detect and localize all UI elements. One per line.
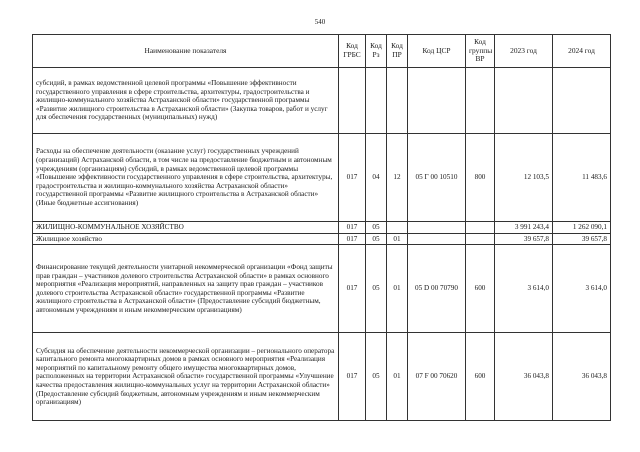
row-name: субсидий, в рамках ведомственной целевой программы «Повышение эффективности государственного управления в сфере строительства, архитектуры, градостроительства и жилищно-коммунального хозяйства Астраханской области» государственной программы «Развитие жилищного строительства в Астраханской области» (Закупка товаров, работ и услуг для обеспечения государственных (муниципальных) нужд) <box>33 68 339 134</box>
row-2024 <box>553 68 611 134</box>
row-csr: 07 F 00 70620 <box>408 333 466 421</box>
table-row <box>33 333 611 421</box>
row-csr <box>408 222 466 234</box>
row-grbs: 017 <box>339 233 366 245</box>
header-2024: 2024 год <box>553 35 611 68</box>
row-2024: 36 043,8 <box>553 333 611 421</box>
row-vr: 600 <box>466 333 495 421</box>
row-2023: 12 103,5 <box>495 134 553 222</box>
row-grbs: 017 <box>339 222 366 234</box>
row-pr <box>387 68 408 134</box>
table-row <box>33 245 611 333</box>
row-name: Расходы на обеспечение деятельности (оказание услуг) государственных учреждений (организаций) Астраханской области, в том числе на предоставление бюджетным и автономным учреждениям (организациям) субсидий, в рамках ведомственной целевой программы «Повышение эффективности государственного управления в сфере строительства, архитектуры, градостроительства и жилищно-коммунального хозяйства Астраханской области» государственной программы «Развитие жилищного строительства в Астраханской области» (Иные бюджетные ассигнования) <box>33 134 339 222</box>
row-rz: 04 <box>366 134 387 222</box>
header-csr: Код ЦСР <box>408 35 466 68</box>
row-csr <box>408 233 466 245</box>
row-name: Субсидия на обеспечение деятельности некоммерческой организации – регионального оператора капитального ремонта многоквартирных домов в рамках основного мероприятия «Реализация мероприятий по капитальному ремонту общего имущества многоквартирных домов, расположенных на территории Астраханской области» государственной программы «Улучшение качества предоставления жилищно-коммунальных услуг на территории Астраханской области» (Предоставление субсидий бюджетным, автономным учреждениям и иным некоммерческим организациям) <box>33 333 339 421</box>
row-rz: 05 <box>366 245 387 333</box>
row-vr <box>466 68 495 134</box>
row-pr: 01 <box>387 233 408 245</box>
row-vr: 600 <box>466 245 495 333</box>
row-csr <box>408 68 466 134</box>
row-rz <box>366 68 387 134</box>
row-grbs <box>339 68 366 134</box>
row-2023: 3 991 243,4 <box>495 222 553 234</box>
row-csr: 05 D 00 70790 <box>408 245 466 333</box>
table-row <box>33 68 611 134</box>
row-2023 <box>495 68 553 134</box>
row-grbs: 017 <box>339 134 366 222</box>
row-vr <box>466 233 495 245</box>
row-vr: 800 <box>466 134 495 222</box>
table-row <box>33 222 611 234</box>
header-rz: Код Рз <box>366 35 387 68</box>
row-rz: 05 <box>366 222 387 234</box>
row-vr <box>466 222 495 234</box>
row-2023: 36 043,8 <box>495 333 553 421</box>
row-2024: 11 483,6 <box>553 134 611 222</box>
row-rz: 05 <box>366 333 387 421</box>
row-2023: 39 657,8 <box>495 233 553 245</box>
row-csr: 05 Г 00 10510 <box>408 134 466 222</box>
table-row <box>33 233 611 245</box>
header-2023: 2023 год <box>495 35 553 68</box>
row-2024: 3 614,0 <box>553 245 611 333</box>
table-header-row <box>33 35 611 68</box>
header-pr: Код ПР <box>387 35 408 68</box>
row-grbs: 017 <box>339 245 366 333</box>
row-rz: 05 <box>366 233 387 245</box>
header-name: Наименование показателя <box>33 35 339 68</box>
row-2024: 39 657,8 <box>553 233 611 245</box>
table-row <box>33 134 611 222</box>
row-name: Жилищное хозяйство <box>33 233 339 245</box>
header-vr: Код группы ВР <box>466 35 495 68</box>
header-grbs: Код ГРБС <box>339 35 366 68</box>
row-pr: 12 <box>387 134 408 222</box>
budget-table <box>32 34 611 421</box>
row-2023: 3 614,0 <box>495 245 553 333</box>
row-name: ЖИЛИЩНО-КОММУНАЛЬНОЕ ХОЗЯЙСТВО <box>33 222 339 234</box>
row-name: Финансирование текущей деятельности унитарной некоммерческой организации «Фонд защиты прав граждан – участников долевого строительства Астраханской области» в рамках основного мероприятия «Реализация мероприятий, направленных на защиту прав граждан – участников долевого строительства Астраханской области» государственной программы «Развитие жилищного строительства в Астраханской области» (Предоставление субсидий бюджетным, автономным учреждениям и иным некоммерческим организациям) <box>33 245 339 333</box>
row-pr: 01 <box>387 333 408 421</box>
row-pr <box>387 222 408 234</box>
row-pr: 01 <box>387 245 408 333</box>
page-number: 540 <box>314 18 326 26</box>
row-2024: 1 262 090,1 <box>553 222 611 234</box>
row-grbs: 017 <box>339 333 366 421</box>
